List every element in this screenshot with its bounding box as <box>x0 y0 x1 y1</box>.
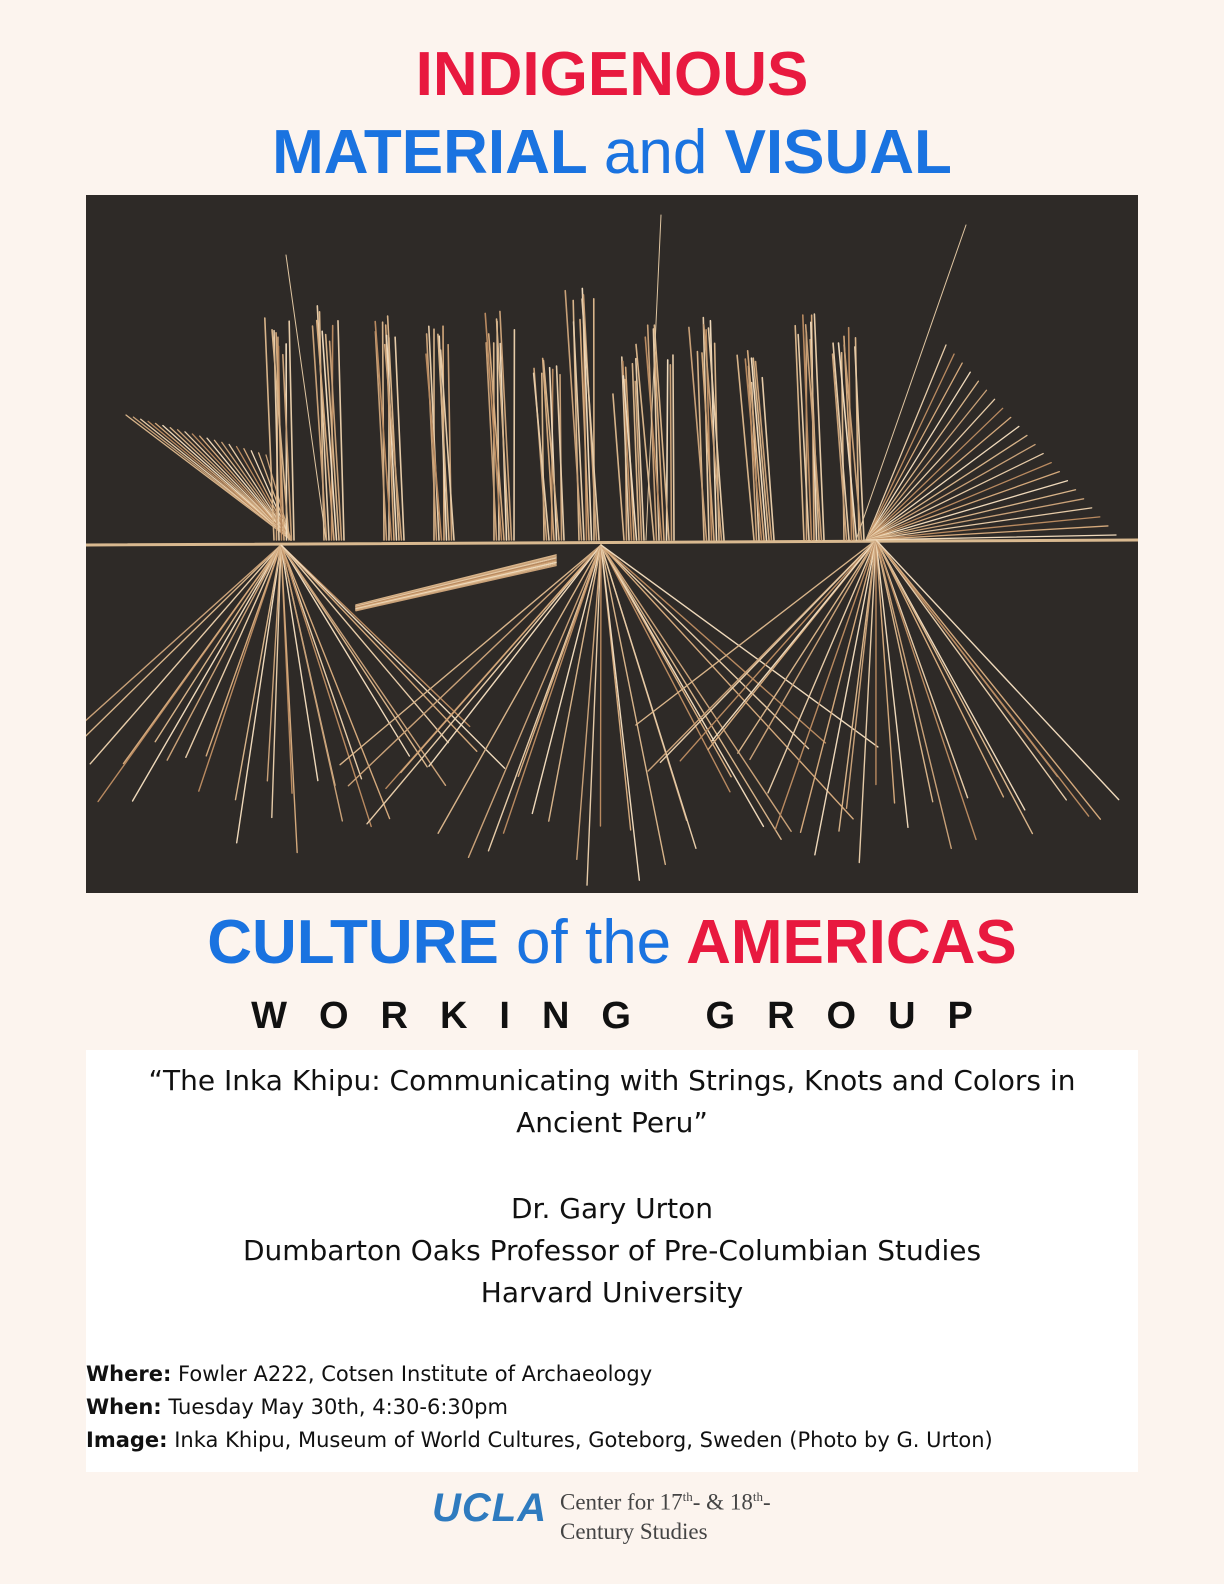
ucla-logo: UCLA <box>432 1486 548 1530</box>
khipu-string <box>186 545 281 757</box>
title-indigenous-text: INDIGENOUS <box>415 40 809 109</box>
khipu-string <box>801 540 876 832</box>
khipu-photo <box>86 195 1138 893</box>
khipu-string <box>281 545 361 779</box>
khipu-string <box>866 417 1011 540</box>
khipu-string <box>123 545 281 764</box>
khipu-string <box>833 354 847 540</box>
title-visual: VISUAL <box>724 118 952 187</box>
khipu-string <box>542 373 544 540</box>
khipu-string <box>237 545 281 843</box>
event-details <box>86 1358 993 1457</box>
khipu-string <box>448 345 451 540</box>
khipu-string <box>636 344 654 540</box>
khipu-string <box>438 545 601 833</box>
image-label: Image: <box>86 1428 168 1452</box>
khipu-string <box>281 545 297 852</box>
khipu-string <box>281 545 371 826</box>
khipu-string <box>356 555 556 605</box>
title-material: MATERIAL <box>272 118 587 187</box>
khipu-string <box>375 332 386 540</box>
when-line <box>86 1391 993 1424</box>
speaker-institution: Harvard University <box>480 1276 744 1309</box>
khipu-string <box>429 545 601 766</box>
khipu-string <box>90 545 281 764</box>
khipu-string <box>281 545 390 819</box>
khipu-string <box>876 540 1089 816</box>
khipu-string <box>670 365 671 540</box>
title-and: and <box>603 118 708 187</box>
image-value: Inka Khipu, Museum of World Cultures, Goteborg, Sweden (Photo by G. Urton) <box>174 1428 993 1452</box>
khipu-string <box>859 540 876 863</box>
khipu-string <box>660 540 876 762</box>
khipu-string <box>680 540 876 761</box>
where-line <box>86 1358 993 1391</box>
khipu-string <box>356 560 556 608</box>
title-culture-americas <box>0 908 1224 977</box>
talk-title: “The Inka Khipu: Communicating with Strings, Knots and Colors in Ancient Peru” <box>148 1064 1076 1139</box>
speaker-position: Dumbarton Oaks Professor of Pre-Columbian Studies <box>242 1234 982 1267</box>
khipu-string <box>281 545 342 821</box>
title-americas: AMERICAS <box>686 908 1017 977</box>
center-name <box>560 1482 771 1546</box>
khipu-string <box>401 545 601 772</box>
where-label: Where: <box>86 1362 172 1386</box>
title-of-the: of the <box>516 908 672 977</box>
khipu-string <box>356 557 556 606</box>
center-name-line1: Center for 17th- & 18th- <box>560 1489 771 1515</box>
khipu-string <box>167 545 281 760</box>
khipu-string <box>356 566 556 611</box>
khipu-string <box>356 564 556 610</box>
khipu-string <box>356 563 556 610</box>
khipu-string <box>86 540 1138 545</box>
title-indigenous <box>0 40 1224 109</box>
khipu-string <box>387 335 397 540</box>
khipu-string <box>286 255 326 540</box>
khipu-string <box>876 540 1003 797</box>
event-info-box <box>86 1050 1138 1472</box>
khipu-string <box>504 545 601 833</box>
khipu-string <box>876 540 976 839</box>
footer-logo <box>432 1482 832 1542</box>
khipu-string <box>427 334 437 540</box>
center-name-line2: Century Studies <box>560 1518 708 1544</box>
khipu-string <box>613 394 624 540</box>
khipu-string <box>775 540 876 830</box>
khipu-string <box>281 545 448 743</box>
when-value: Tuesday May 30th, 4:30-6:30pm <box>168 1395 508 1419</box>
title-material-visual <box>0 118 1224 187</box>
khipu-string <box>673 355 674 540</box>
khipu-illustration <box>86 195 1138 893</box>
working-group-label: WORKING GROUP <box>251 995 1005 1037</box>
where-value: Fowler A222, Cotsen Institute of Archaeology <box>178 1362 653 1386</box>
title-culture: CULTURE <box>207 908 499 977</box>
khipu-string <box>600 545 601 826</box>
khipu-string <box>587 545 601 885</box>
khipu-string <box>866 472 1059 540</box>
image-credit-line <box>86 1424 993 1457</box>
khipu-string <box>356 561 556 608</box>
khipu-string <box>356 558 556 607</box>
khipu-string <box>206 545 281 756</box>
when-label: When: <box>86 1395 162 1419</box>
khipu-string <box>155 545 281 742</box>
speaker-name: Dr. Gary Urton <box>510 1192 713 1225</box>
khipu-string <box>876 540 1032 834</box>
khipu-string <box>601 545 696 848</box>
khipu-string <box>712 540 876 741</box>
speaker-block <box>86 1188 1138 1314</box>
